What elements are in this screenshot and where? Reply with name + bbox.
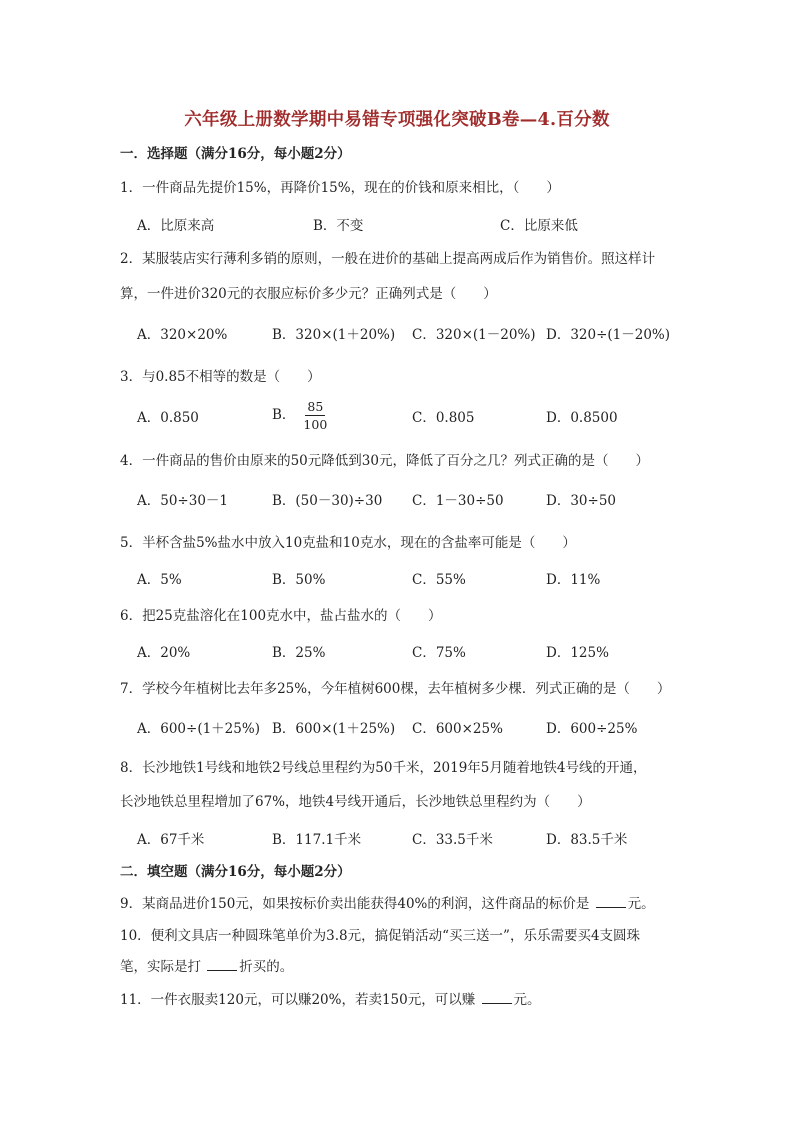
q6-option-c: C．75% — [412, 645, 466, 661]
q5-option-d: D．11% — [546, 572, 601, 588]
fraction-denominator: 100 — [303, 417, 328, 432]
q2-option-c: C．320×(1－20%) — [412, 327, 536, 343]
question-9-unit: 元。 — [627, 896, 655, 912]
question-10-unit: 折买的。 — [239, 959, 294, 975]
question-8-line-2: 长沙地铁总里程增加了67%，地铁4号线开通后，长沙地铁总里程约为（ ） — [120, 794, 591, 810]
question-5: 5．半杯含盐5%盐水中放入10克盐和10克水，现在的含盐率可能是（ ） — [120, 535, 576, 551]
q3-option-d: D．0.8500 — [546, 410, 618, 426]
q3-option-b — [272, 399, 329, 432]
q8-option-d: D．83.5千米 — [546, 832, 628, 848]
q3-option-b-label: B． — [272, 407, 296, 423]
question-10-text: 笔，实际是打 — [120, 959, 206, 975]
q5-option-b: B．50% — [272, 572, 326, 588]
q8-option-a: A．67千米 — [137, 832, 205, 848]
question-10-line-1: 10．便利文具店一种圆珠笔单价为3.8元，搞促销活动“买三送一”，乐乐需要买4支圆珠 — [120, 928, 641, 944]
q1-option-b: B．不变 — [313, 218, 364, 234]
answer-blank[interactable] — [596, 893, 626, 908]
q6-option-d: D．125% — [546, 645, 609, 661]
q6-option-b: B．25% — [272, 645, 326, 661]
q5-option-c: C．55% — [412, 572, 466, 588]
q8-option-b: B．117.1千米 — [272, 832, 362, 848]
q5-option-a: A．5% — [137, 572, 182, 588]
section-heading-fill: 二．填空题（满分16分，每小题2分） — [120, 864, 351, 880]
question-11-unit: 元。 — [513, 992, 541, 1008]
q1-option-c: C．比原来低 — [500, 218, 578, 234]
q3-option-c: C．0.805 — [412, 410, 475, 426]
fraction — [301, 399, 329, 432]
q7-option-b: B．600×(1＋25%) — [272, 721, 396, 737]
question-8-line-1: 8．长沙地铁1号线和地铁2号线总里程约为50千米，2019年5月随着地铁4号线的开通， — [120, 760, 647, 776]
question-6: 6．把25克盐溶化在100克水中，盐占盐水的（ ） — [120, 608, 442, 624]
q8-option-c: C．33.5千米 — [412, 832, 493, 848]
q7-option-d: D．600÷25% — [546, 721, 638, 737]
q2-option-b: B．320×(1＋20%) — [272, 327, 396, 343]
q2-option-a: A．320×20% — [137, 327, 228, 343]
answer-blank[interactable] — [207, 956, 237, 971]
q7-option-c: C．600×25% — [412, 721, 503, 737]
q6-option-a: A．20% — [137, 645, 191, 661]
section-heading-choice: 一．选择题（满分16分，每小题2分） — [120, 146, 351, 162]
q7-option-a: A．600÷(1＋25%) — [137, 721, 260, 737]
question-7: 7．学校今年植树比去年多25%，今年植树600棵，去年植树多少棵．列式正确的是（ ） — [120, 681, 671, 697]
q3-option-a: A．0.850 — [137, 410, 199, 426]
answer-blank[interactable] — [482, 989, 512, 1004]
question-11-text: 11．一件衣服卖120元，可以赚20%，若卖150元，可以赚 — [120, 992, 480, 1008]
question-11 — [120, 989, 541, 1010]
question-9 — [120, 893, 655, 914]
q2-option-d: D．320÷(1－20%) — [546, 327, 671, 343]
question-9-text: 9．某商品进价150元，如果按标价卖出能获得40%的利润，这件商品的标价是 — [120, 896, 594, 912]
q4-option-a: A．50÷30－1 — [137, 493, 229, 509]
question-3: 3．与0.85不相等的数是（ ） — [120, 369, 321, 385]
q4-option-b: B．(50－30)÷30 — [272, 493, 383, 509]
q4-option-c: C．1－30÷50 — [412, 493, 504, 509]
question-10-line-2 — [120, 956, 293, 977]
q4-option-d: D．30÷50 — [546, 493, 616, 509]
question-2-line-2: 算，一件进价320元的衣服应标价多少元？正确列式是（ ） — [120, 286, 497, 302]
page-title: 六年级上册数学期中易错专项强化突破B卷—4.百分数 — [184, 110, 610, 130]
question-1: 1．一件商品先提价15%，再降价15%，现在的价钱和原来相比，（ ） — [120, 180, 560, 196]
question-4: 4．一件商品的售价由原来的50元降低到30元，降低了百分之几？列式正确的是（ ） — [120, 453, 649, 469]
question-2-line-1: 2．某服装店实行薄利多销的原则，一般在进价的基础上提高两成后作为销售价。照这样计 — [120, 251, 656, 267]
q1-option-a: A．比原来高 — [137, 218, 215, 234]
fraction-numerator: 85 — [307, 399, 324, 414]
